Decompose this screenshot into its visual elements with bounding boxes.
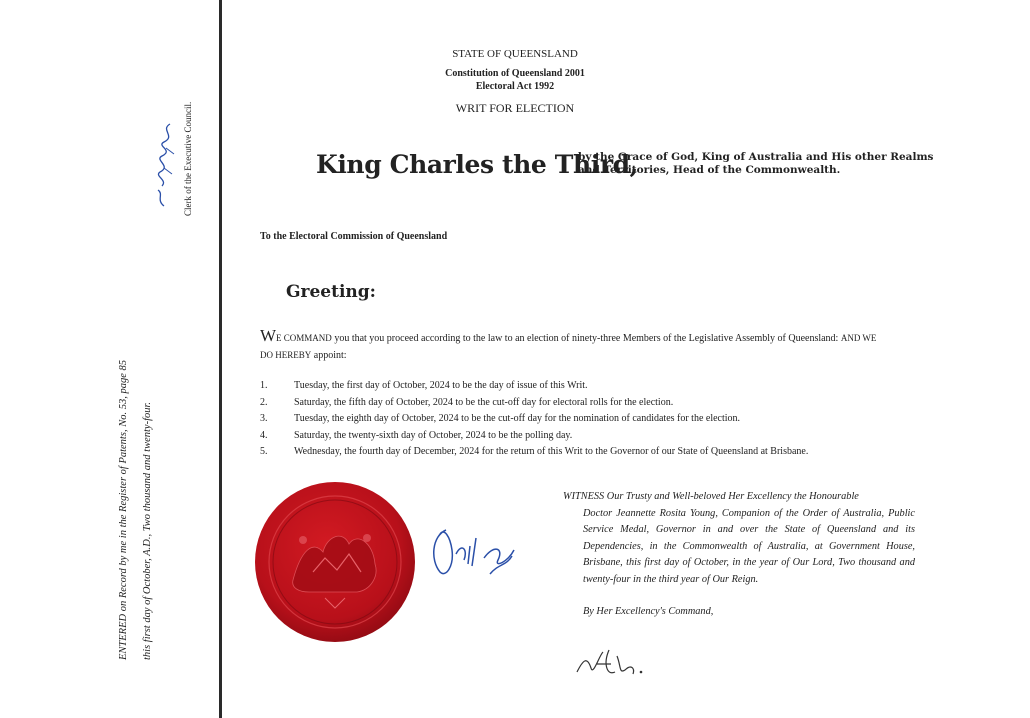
list-item xyxy=(260,446,808,463)
list-item xyxy=(260,380,808,397)
state-heading: STATE OF QUEENSLAND xyxy=(452,48,578,60)
witness-first-line: WITNESS Our Trusty and Well-beloved Her Excellency the Honourable xyxy=(563,491,859,502)
witness-clause xyxy=(563,489,915,588)
item-number: 1. xyxy=(260,380,268,391)
command-text: you that you proceed according to the law to an election of ninety-three Members of the Legislative Assembly of Queensland: xyxy=(331,333,841,344)
command-by: By Her Excellency's Command, xyxy=(583,606,714,617)
constitution-heading: Constitution of Queensland 2001 xyxy=(445,68,585,79)
premier-signature xyxy=(573,642,653,682)
item-text: Saturday, the twenty-sixth day of October, 2024 to be the polling day. xyxy=(294,429,573,441)
item-text: Saturday, the fifth day of October, 2024 to be the cut-off day for electoral rolls for the election. xyxy=(294,396,674,408)
witness-body: Doctor Jeannette Rosita Young, Companion of the Order of Australia, Public Service Medal, Governor in and over the State of Queensland and its Dependencies, in the Commonwealth of Australia, at Government House, Brisbane, this first day of October, in the year of Our Lord, Two thousand and twenty-four in the third year of Our Reign. xyxy=(583,507,915,585)
act-heading: Electoral Act 1992 xyxy=(475,81,555,92)
clerk-signature xyxy=(150,120,182,212)
list-item xyxy=(260,430,808,447)
item-number: 3. xyxy=(260,413,268,424)
command-initial: W xyxy=(260,326,277,345)
addressee: To the Electoral Commission of Queensland xyxy=(260,231,448,242)
item-text: Wednesday, the fourth day of December, 2024 for the return of this Writ to the Governor of our State of Queensland at Brisbane. xyxy=(294,446,809,457)
command-appoint: AND WE DO HEREBY xyxy=(260,333,877,360)
writ-title: WRIT FOR ELECTION xyxy=(455,101,575,115)
item-number: 5. xyxy=(260,446,268,457)
list-item xyxy=(260,397,808,414)
item-number: 2. xyxy=(260,396,268,408)
command-lead: E COMMAND xyxy=(276,333,332,343)
wax-seal xyxy=(253,480,417,644)
sovereign-style xyxy=(578,151,933,177)
command-paragraph xyxy=(260,328,880,364)
sovereign-style-line1: by the Grace of God, King of Australia and His other Realms xyxy=(578,151,934,163)
governor-signature xyxy=(428,520,520,580)
list-item xyxy=(260,413,808,430)
greeting: Greeting: xyxy=(286,282,376,302)
command-appoint-tail: appoint: xyxy=(311,350,347,361)
sovereign-style-line2: and Territories, Head of the Commonwealth. xyxy=(578,164,841,176)
item-text: Tuesday, the first day of October, 2024 to be the day of issue of this Writ. xyxy=(294,380,588,391)
register-entry-line1: ENTERED on Record by me in the Register of Patents, No. 53, page 85 xyxy=(118,360,129,660)
item-text: Tuesday, the eighth day of October, 2024 to be the cut-off day for the nomination of candidates for the election. xyxy=(294,413,741,424)
clerk-label: Clerk of the Executive Council. xyxy=(183,101,193,216)
item-number: 4. xyxy=(260,429,268,441)
register-entry-line2: this first day of October, A.D., Two thousand and twenty-four. xyxy=(142,401,153,660)
appointment-list xyxy=(260,380,808,463)
sovereign-name: King Charles the Third, xyxy=(316,150,638,179)
